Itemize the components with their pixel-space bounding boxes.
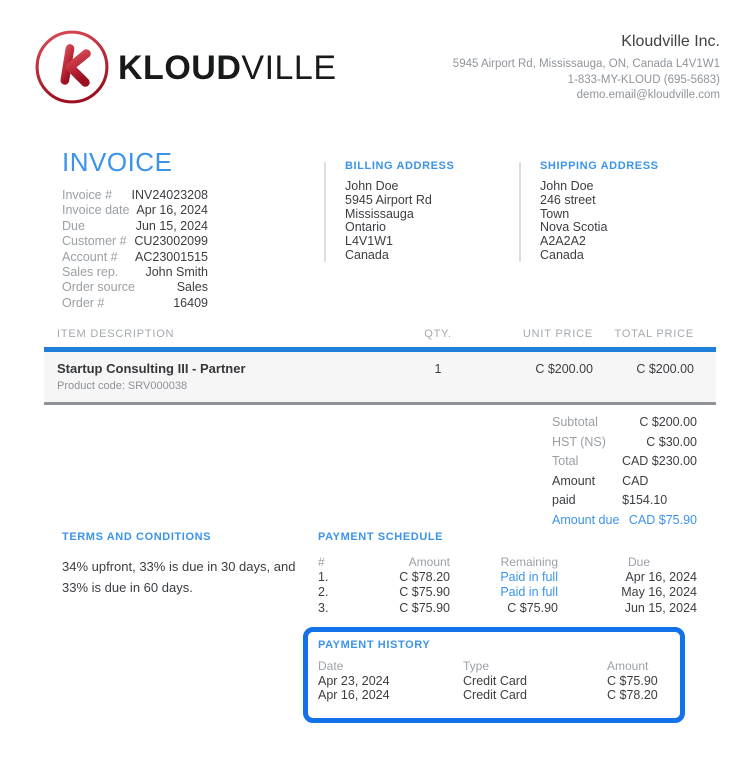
company-phone: 1-833-MY-KLOUD (695-5683): [567, 73, 720, 86]
totals-row-tax: HST (NS) C $30.00: [552, 434, 697, 449]
address-line: Canada: [345, 247, 389, 262]
item-product-code: Product code: SRV000038: [57, 380, 188, 392]
payment-history-row: Apr 16, 2024 Credit Card C $78.20: [318, 688, 658, 702]
col-header-description: ITEM DESCRIPTION: [57, 328, 175, 340]
item-total-price: C $200.00: [636, 362, 694, 376]
payment-schedule-title: PAYMENT SCHEDULE: [318, 531, 444, 543]
payment-schedule-row: 2. C $75.90 Paid in full May 16, 2024: [318, 585, 697, 600]
invoice-meta: [62, 147, 208, 311]
billing-address: [345, 160, 454, 263]
invoice-field: Invoice # INV24023208: [62, 188, 208, 202]
terms-title: TERMS AND CONDITIONS: [62, 531, 212, 543]
terms-text-line: 34% upfront, 33% is due in 30 days, and: [62, 559, 296, 574]
logo-text-bold: KLOUD: [118, 48, 242, 87]
items-table-header: [44, 328, 716, 340]
payment-schedule-header: # Amount Remaining Due: [318, 555, 651, 569]
company-email: demo.email@kloudville.com: [576, 89, 720, 101]
table-row: [44, 352, 716, 405]
billing-divider: [324, 162, 326, 262]
shipping-address-title: SHIPPING ADDRESS: [540, 160, 659, 172]
kloudville-logo-icon: [33, 28, 111, 111]
item-qty: 1: [434, 362, 442, 376]
col-header-qty: QTY.: [424, 328, 452, 340]
payment-schedule: [318, 531, 697, 616]
terms-text-line: 33% is due in 60 days.: [62, 580, 193, 595]
invoice-field: Order # 16409: [62, 295, 208, 310]
invoice-field: Due Jun 15, 2024: [62, 218, 208, 233]
payment-history-row: Apr 23, 2024 Credit Card C $75.90: [318, 673, 658, 688]
remaining-status: C $75.90: [507, 600, 558, 615]
item-description: Startup Consulting III - Partner: [57, 361, 246, 376]
payment-history-title: PAYMENT HISTORY: [318, 639, 431, 651]
address-line: John Doe: [345, 179, 399, 193]
address-line: 5945 Airport Rd: [345, 192, 432, 207]
company-address: 5945 Airport Rd, Mississauga, ON, Canada L4V1W1: [452, 58, 720, 70]
payment-history-highlight-box: [303, 627, 685, 723]
logo: [33, 28, 337, 111]
address-line: 246 street: [540, 192, 596, 207]
address-line: L4V1W1: [345, 234, 393, 249]
page-title: INVOICE: [62, 147, 173, 177]
company-info: [453, 33, 720, 104]
items-table: [44, 328, 716, 405]
invoice-field: Sales rep. John Smith: [62, 265, 208, 280]
invoice-field: Invoice date Apr 16, 2024: [62, 203, 208, 218]
payment-schedule-row: 3. C $75.90 C $75.90 Jun 15, 2024: [318, 600, 697, 615]
invoice-field: Order source Sales: [62, 280, 208, 295]
totals: [552, 413, 697, 531]
company-name: Kloudville Inc.: [621, 33, 720, 50]
invoice-fields: [62, 188, 208, 311]
payment-history-header: Date Type Amount: [318, 659, 649, 673]
address-line: Canada: [540, 247, 584, 262]
payment-schedule-row: 1. C $78.20 Paid in full Apr 16, 2024: [318, 570, 697, 584]
totals-row-total: Total CAD $230.00: [552, 454, 697, 469]
address-line: A2A2A2: [540, 234, 586, 249]
col-header-total-price: TOTAL PRICE: [614, 328, 694, 340]
logo-text-light: VILLE: [241, 48, 337, 87]
shipping-address: [540, 160, 659, 263]
terms-and-conditions: [62, 531, 324, 598]
item-unit-price: C $200.00: [535, 362, 593, 376]
invoice-field: Account # AC23001515: [62, 249, 208, 264]
address-line: Mississauga: [345, 206, 414, 221]
totals-row-amount-due: Amount due CAD $75.90: [552, 512, 697, 527]
col-header-unit-price: UNIT PRICE: [522, 328, 593, 340]
address-line: John Doe: [540, 179, 594, 193]
address-line: Ontario: [345, 220, 386, 235]
remaining-status: Paid in full: [500, 585, 558, 600]
totals-row-subtotal: Subtotal C $200.00: [552, 415, 697, 429]
address-line: Nova Scotia: [540, 220, 608, 235]
address-line: Town: [540, 206, 570, 221]
logo-wordmark: [118, 48, 337, 89]
totals-row-amount-paid: Amount paid CAD $154.10: [552, 473, 668, 508]
shipping-divider: [519, 162, 521, 262]
invoice-field: Customer # CU23002099: [62, 234, 208, 249]
billing-address-title: BILLING ADDRESS: [345, 160, 455, 172]
remaining-status: Paid in full: [500, 570, 558, 584]
